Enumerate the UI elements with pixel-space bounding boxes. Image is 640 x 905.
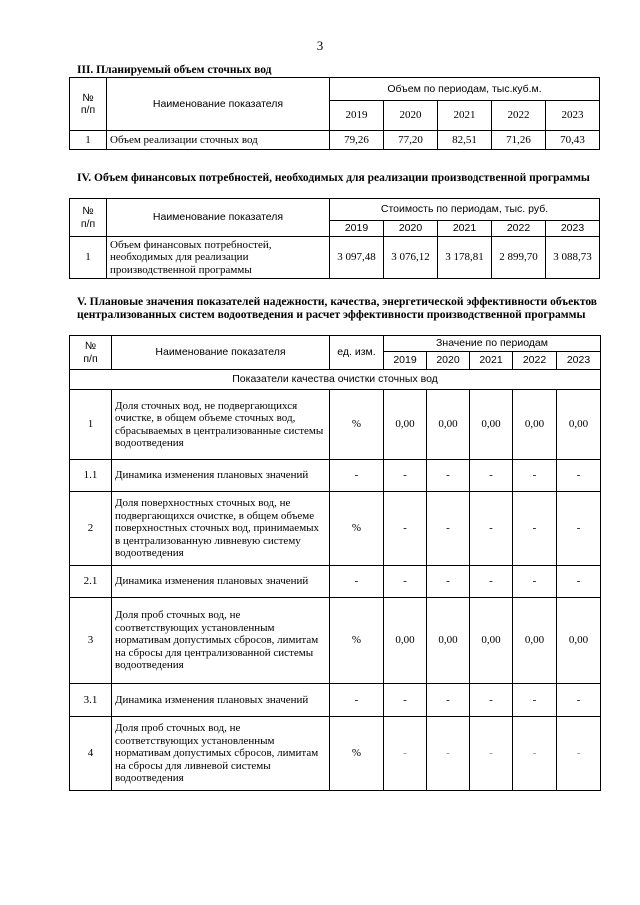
year-header: 2023: [546, 101, 600, 131]
section-3-title: III. Планируемый объем сточных вод: [77, 64, 272, 76]
year-header: 2019: [330, 101, 384, 131]
row-value: -: [384, 460, 427, 492]
row-num: 3: [70, 598, 112, 684]
page-number: 3: [316, 38, 324, 53]
header-unit: ед. изм.: [330, 336, 384, 370]
header-period: Стоимость по периодам, тыс. руб.: [330, 199, 600, 221]
row-value: -: [513, 684, 557, 717]
row-value: 0,00: [427, 390, 470, 460]
table-row: [70, 717, 601, 791]
year-header: 2022: [492, 101, 546, 131]
row-value: 3 076,12: [384, 237, 438, 279]
row-name: Доля сточных вод, не подвергающихся очистке, в общем объеме сточных вод, сбрасываемых в централизованные системы водоотведения: [112, 390, 330, 460]
year-header: 2022: [513, 352, 557, 370]
row-name: Объем реализации сточных вод: [107, 131, 330, 150]
row-name: Объем финансовых потребностей, необходимых для реализации производственной программы: [107, 237, 330, 279]
row-num: 4: [70, 717, 112, 791]
row-value: -: [427, 460, 470, 492]
year-header: 2019: [330, 221, 384, 237]
row-value: 3 088,73: [546, 237, 600, 279]
row-value: 0,00: [384, 598, 427, 684]
section-5-table: [69, 335, 601, 791]
row-unit: -: [330, 460, 384, 492]
table-row: [70, 598, 601, 684]
row-value: -: [513, 460, 557, 492]
row-unit: %: [330, 598, 384, 684]
year-header: 2020: [384, 101, 438, 131]
row-value: -: [470, 492, 513, 566]
row-value: -: [470, 460, 513, 492]
row-name: Динамика изменения плановых значений: [112, 566, 330, 598]
row-value: 0,00: [513, 598, 557, 684]
row-unit: -: [330, 566, 384, 598]
row-value: 3 097,48: [330, 237, 384, 279]
row-num: 2.1: [70, 566, 112, 598]
year-header: 2020: [384, 221, 438, 237]
section-3-table: [69, 77, 600, 150]
row-value: -: [557, 492, 601, 566]
row-value: -: [384, 684, 427, 717]
row-value: 0,00: [384, 390, 427, 460]
year-header: 2021: [438, 221, 492, 237]
row-unit: %: [330, 390, 384, 460]
header-num: № п/п: [70, 78, 107, 131]
row-value: 70,43: [546, 131, 600, 150]
section-4-table: [69, 198, 600, 279]
row-value: -: [513, 717, 557, 791]
row-num: 1: [70, 131, 107, 150]
row-value: -: [470, 717, 513, 791]
header-name: Наименование показателя: [107, 199, 330, 237]
row-value: 71,26: [492, 131, 546, 150]
table-row: [70, 390, 601, 460]
year-header: 2020: [427, 352, 470, 370]
row-value: 79,26: [330, 131, 384, 150]
row-unit: %: [330, 492, 384, 566]
header-num: № п/п: [70, 199, 107, 237]
row-num: 1: [70, 390, 112, 460]
header-name: Наименование показателя: [107, 78, 330, 131]
row-value: 0,00: [557, 390, 601, 460]
group-header: Показатели качества очистки сточных вод: [70, 370, 601, 390]
header-name: Наименование показателя: [112, 336, 330, 370]
row-value: 82,51: [438, 131, 492, 150]
section-5-title: V. Плановые значения показателей надежности, качества, энергетической эффективности объектов централизованных систем водоотведения и расчет эффективности производственной программы: [77, 296, 597, 321]
row-value: -: [384, 566, 427, 598]
row-value: -: [427, 492, 470, 566]
row-name: Доля проб сточных вод, не соответствующих установленным нормативам допустимых сбросов, лимитам на сбросы для централизованной системы водоотведения: [112, 598, 330, 684]
year-header: 2019: [384, 352, 427, 370]
section-4-title: IV. Объем финансовых потребностей, необходимых для реализации производственной программы: [77, 172, 590, 184]
row-value: 2 899,70: [492, 237, 546, 279]
row-value: -: [427, 566, 470, 598]
row-num: 2: [70, 492, 112, 566]
row-name: Доля проб сточных вод, не соответствующих установленным нормативам допустимых сбросов, лимитам на сбросы для ливневой системы водоотведения: [112, 717, 330, 791]
row-value: -: [427, 684, 470, 717]
row-value: -: [470, 566, 513, 598]
row-name: Доля поверхностных сточных вод, не подвергающихся очистке, в общем объеме поверхностных сточных вод, принимаемых в централизованную ливневую систему водоотведения: [112, 492, 330, 566]
row-value: -: [557, 684, 601, 717]
year-header: 2023: [546, 221, 600, 237]
table-row: [70, 566, 601, 598]
row-value: 0,00: [470, 390, 513, 460]
row-value: 3 178,81: [438, 237, 492, 279]
row-value: -: [513, 492, 557, 566]
header-num: № п/п: [70, 336, 112, 370]
row-value: -: [384, 717, 427, 791]
row-value: 0,00: [427, 598, 470, 684]
row-value: -: [557, 460, 601, 492]
year-header: 2023: [557, 352, 601, 370]
row-unit: -: [330, 684, 384, 717]
row-value: -: [384, 492, 427, 566]
table-row: [70, 492, 601, 566]
header-period: Объем по периодам, тыс.куб.м.: [330, 78, 600, 101]
table-row: [70, 131, 600, 150]
row-value: -: [557, 566, 601, 598]
row-num: 1.1: [70, 460, 112, 492]
row-name: Динамика изменения плановых значений: [112, 460, 330, 492]
row-value: -: [427, 717, 470, 791]
year-header: 2021: [438, 101, 492, 131]
table-row: [70, 237, 600, 279]
row-value: -: [513, 566, 557, 598]
row-unit: %: [330, 717, 384, 791]
row-value: 0,00: [470, 598, 513, 684]
year-header: 2021: [470, 352, 513, 370]
table-row: [70, 684, 601, 717]
row-name: Динамика изменения плановых значений: [112, 684, 330, 717]
row-value: 0,00: [513, 390, 557, 460]
table-row: [70, 460, 601, 492]
row-num: 3.1: [70, 684, 112, 717]
row-num: 1: [70, 237, 107, 279]
row-value: 77,20: [384, 131, 438, 150]
row-value: 0,00: [557, 598, 601, 684]
year-header: 2022: [492, 221, 546, 237]
header-period: Значение по периодам: [384, 336, 601, 352]
row-value: -: [470, 684, 513, 717]
row-value: -: [557, 717, 601, 791]
